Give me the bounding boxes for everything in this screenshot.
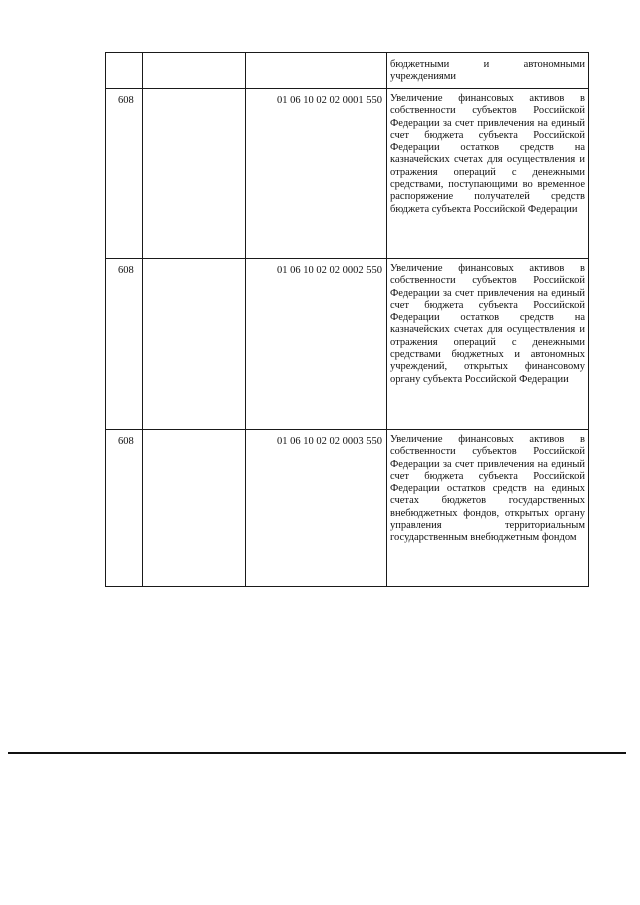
empty-cell (143, 430, 246, 587)
table-row (106, 430, 589, 587)
budget-classification-code: 01 06 10 02 02 0003 550 (246, 430, 387, 587)
admin-code-cell: 608 (106, 430, 143, 587)
table-row (106, 53, 589, 89)
description-cell: Увеличение финансовых активов в собственности субъектов Российской Федерации за счет привлечения на единый счет бюджета субъекта Российской Федерации остатков средств на казначейских счетах для осуществления и отражения операций с денежными средствами, поступающими во временное распоряжение получателей средств бюджета субъекта Российской Федерации (387, 89, 589, 259)
page-bottom-rule (8, 752, 626, 754)
budget-codes-table (105, 52, 589, 587)
empty-cell (143, 53, 246, 89)
budget-classification-code (246, 53, 387, 89)
empty-cell (143, 259, 246, 430)
budget-classification-code: 01 06 10 02 02 0002 550 (246, 259, 387, 430)
table-row (106, 89, 589, 259)
description-cell: Увеличение финансовых активов в собственности субъектов Российской Федерации за счет привлечения на единый счет бюджета субъекта Российской Федерации остатков средств на казначейских счетах для осуществления и отражения операций с денежными средствами бюджетных и автономных учреждений, открытых финансовому органу субъекта Российской Федерации (387, 259, 589, 430)
table-row (106, 259, 589, 430)
admin-code-cell: 608 (106, 259, 143, 430)
admin-code-cell (106, 53, 143, 89)
description-cell: бюджетными и автономными учреждениями (387, 53, 589, 89)
budget-classification-code: 01 06 10 02 02 0001 550 (246, 89, 387, 259)
empty-cell (143, 89, 246, 259)
admin-code-cell: 608 (106, 89, 143, 259)
description-cell: Увеличение финансовых активов в собственности субъектов Российской Федерации за счет привлечения на единый счет бюджета субъекта Российской Федерации остатков средств на единых счетах бюджетов государственных внебюджетных фондов, открытых органу управления территориальным государственным внебюджетным фондом (387, 430, 589, 587)
